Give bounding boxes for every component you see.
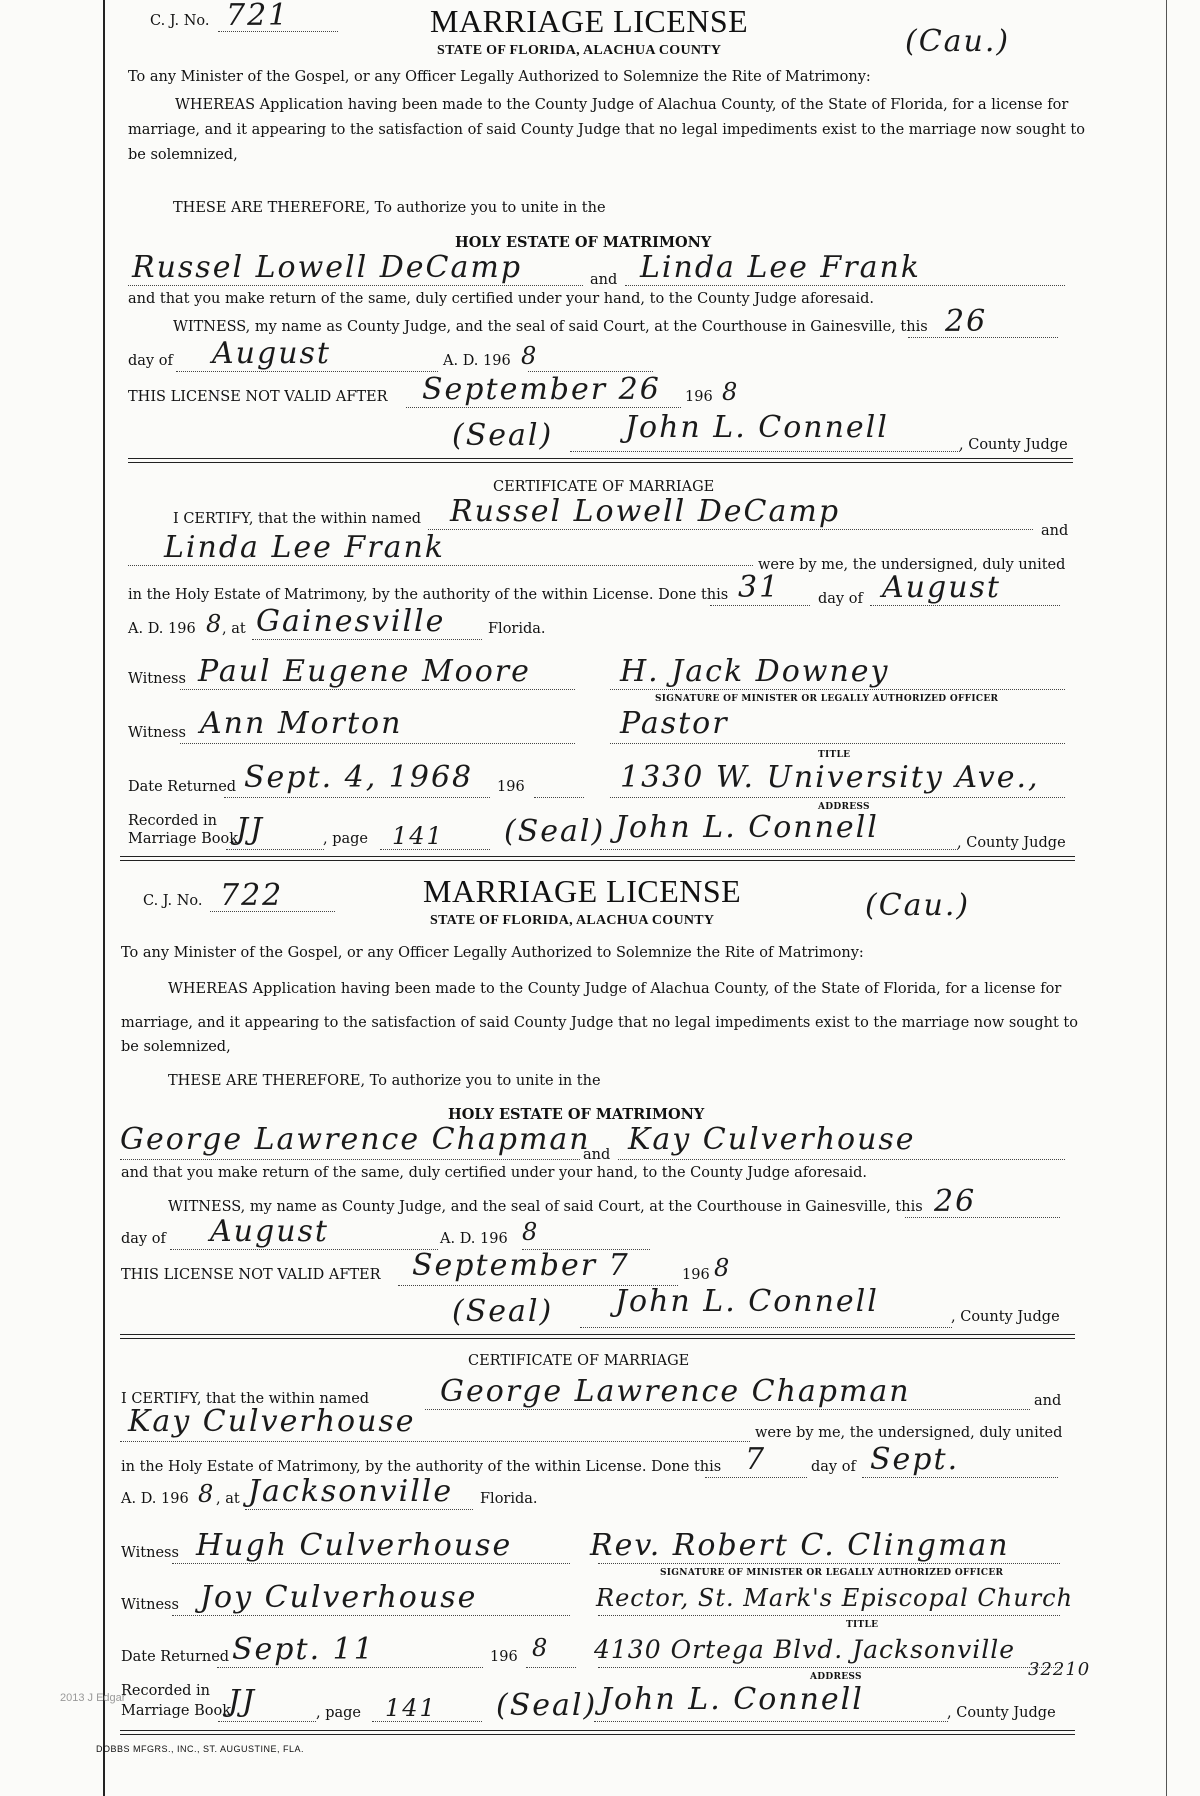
done-month: Sept. (870, 1442, 960, 1477)
to-any-text: To any Minister of the Gospel, or any Officer Legally Authorized to Solemnize the Rite of Matrimony: (128, 69, 871, 85)
groom-name: George Lawrence Chapman (120, 1122, 591, 1157)
in-holy-estate-text: in the Holy Estate of Matrimony, by the authority of the within License. Done this (128, 587, 729, 603)
done-day: 7 (745, 1442, 767, 1477)
page-value: 141 (392, 822, 444, 850)
done-day-of-label: day of (811, 1459, 856, 1475)
minister-address: 4130 Ortega Blvd. Jacksonville (594, 1635, 1016, 1664)
license-month: August (212, 336, 331, 371)
witness-1-label: Witness (121, 1545, 179, 1561)
date-returned-value: Sept. 11 (232, 1632, 375, 1667)
at-label: , at (222, 621, 246, 637)
cert-bride-name: Kay Culverhouse (128, 1404, 416, 1439)
recorded-seal: (Seal) (504, 814, 606, 849)
date-returned-label: Date Returned (121, 1649, 230, 1665)
form-subtitle: STATE OF FLORIDA, ALACHUA COUNTY (437, 43, 722, 58)
title-caption: TITLE (818, 750, 851, 760)
form-subtitle: STATE OF FLORIDA, ALACHUA COUNTY (430, 913, 715, 928)
recorded-judge-signature: John L. Connell (615, 810, 879, 845)
i-certify-text: I CERTIFY, that the within named (121, 1391, 370, 1407)
done-year-digit: 8 (206, 610, 224, 638)
witness-2-name: Ann Morton (200, 706, 403, 741)
whereas-line-2: marriage, and it appearing to the satisfaction of said County Judge that no legal impediments exist to the marriage now sought to (121, 1015, 1078, 1031)
recorded-in-label: Recorded in (121, 1683, 211, 1699)
were-by-me-text: were by me, the undersigned, duly united (758, 557, 1066, 573)
witness-my-name-text: WITNESS, my name as County Judge, and the seal of said Court, at the Courthouse in Gainesville, this (168, 1199, 923, 1215)
not-valid-year-digit: 8 (722, 378, 740, 406)
recorded-county-judge-label: , County Judge (947, 1705, 1056, 1721)
certificate-heading: CERTIFICATE OF MARRIAGE (493, 479, 715, 495)
witness-1-name: Paul Eugene Moore (198, 654, 531, 689)
date-returned-year-label: 196 (490, 1649, 518, 1665)
date-returned-year-label: 196 (497, 779, 525, 795)
left-border-line (103, 0, 105, 1796)
day-of-label: day of (121, 1231, 166, 1247)
and-label: and (583, 1147, 611, 1163)
not-valid-year-label: 196 (682, 1267, 710, 1283)
minister-sig-caption: SIGNATURE OF MINISTER OR LEGALLY AUTHORIZED OFFICER (655, 694, 999, 704)
at-label: , at (216, 1491, 240, 1507)
license-year-digit: 8 (522, 1218, 540, 1246)
form-title: MARRIAGE LICENSE (430, 3, 749, 39)
corner-note: (Cau.) (865, 888, 971, 923)
date-returned-value: Sept. 4, 1968 (244, 760, 474, 795)
in-holy-estate-text: in the Holy Estate of Matrimony, by the authority of the within License. Done this (121, 1459, 722, 1475)
recorded-county-judge-label: , County Judge (957, 835, 1066, 851)
these-are-text: THESE ARE THEREFORE, To authorize you to unite in the (173, 200, 606, 216)
cj-no-value: 721 (226, 0, 290, 33)
cj-no-value: 722 (220, 878, 284, 913)
not-valid-date: September 7 (412, 1248, 630, 1283)
right-border-line (1166, 0, 1167, 1796)
cert-groom-name: Russel Lowell DeCamp (450, 494, 841, 529)
whereas-line-1: WHEREAS Application having been made to the County Judge of Alachua County, of the State of Florida, for a license for (168, 981, 1062, 997)
witness-my-name-text: WITNESS, my name as County Judge, and the seal of said Court, at the Courthouse in Gainesville, this (173, 319, 928, 335)
form-title: MARRIAGE LICENSE (423, 873, 742, 909)
county-judge-label: , County Judge (951, 1309, 1060, 1325)
witness-1-label: Witness (128, 671, 186, 687)
corner-note: (Cau.) (905, 24, 1011, 59)
were-by-me-text: were by me, the undersigned, duly united (755, 1425, 1063, 1441)
ad-label: A. D. 196 (440, 1231, 508, 1247)
marriage-book-value: JJ (236, 812, 265, 847)
address-caption: ADDRESS (818, 802, 870, 812)
address-caption: ADDRESS (810, 1672, 862, 1682)
not-valid-after-label: THIS LICENSE NOT VALID AFTER (121, 1267, 381, 1283)
minister-signature: H. Jack Downey (620, 654, 890, 689)
florida-label: Florida. (488, 621, 546, 637)
whereas-line-3: be solemnized, (121, 1039, 231, 1055)
license-year-digit: 8 (521, 342, 539, 370)
cj-no-label: C. J. No. (143, 893, 203, 909)
minister-title: Rector, St. Mark's Episcopal Church (596, 1584, 1074, 1612)
witness-2-name: Joy Culverhouse (200, 1580, 478, 1615)
cert-bride-name: Linda Lee Frank (164, 530, 445, 565)
certificate-heading: CERTIFICATE OF MARRIAGE (468, 1353, 690, 1369)
make-return-text: and that you make return of the same, duly certified under your hand, to the County Judge aforesaid. (121, 1165, 868, 1181)
not-valid-year-digit: 8 (714, 1254, 732, 1282)
ad-at-label: A. D. 196 (121, 1491, 189, 1507)
whereas-line-3: be solemnized, (128, 147, 238, 163)
ad-label: A. D. 196 (443, 353, 511, 369)
holy-estate-heading: HOLY ESTATE OF MATRIMONY (455, 234, 712, 251)
page-label: , page (316, 1705, 362, 1721)
done-day-of-label: day of (818, 591, 863, 607)
day-of-label: day of (128, 353, 173, 369)
watermark: 2013 J Edgar (60, 1692, 126, 1704)
title-caption: TITLE (846, 1620, 879, 1630)
witness-1-name: Hugh Culverhouse (196, 1528, 513, 1563)
judge-signature: John L. Connell (615, 1284, 879, 1319)
cert-and-label: and (1034, 1393, 1062, 1409)
page-value: 141 (385, 1694, 437, 1722)
florida-label: Florida. (480, 1491, 538, 1507)
judge-seal: (Seal) (452, 1294, 554, 1329)
whereas-line-1: WHEREAS Application having been made to the County Judge of Alachua County, of the State of Florida, for a license for (175, 97, 1069, 113)
date-returned-label: Date Returned (128, 779, 237, 795)
witness-2-label: Witness (128, 725, 186, 741)
marriage-place: Jacksonville (248, 1474, 454, 1509)
these-are-text: THESE ARE THEREFORE, To authorize you to unite in the (168, 1073, 601, 1089)
done-day: 31 (738, 570, 781, 605)
holy-estate-heading: HOLY ESTATE OF MATRIMONY (448, 1106, 705, 1123)
cert-and-label: and (1041, 523, 1069, 539)
address-zip: 32210 (1028, 1659, 1091, 1680)
recorded-judge-signature: John L. Connell (600, 1682, 864, 1717)
recorded-seal: (Seal) (496, 1688, 598, 1723)
not-valid-date: September 26 (422, 372, 661, 407)
minister-title: Pastor (620, 706, 729, 741)
done-year-digit: 8 (198, 1480, 216, 1508)
witness-2-label: Witness (121, 1597, 179, 1613)
bride-name: Linda Lee Frank (640, 250, 921, 285)
bride-name: Kay Culverhouse (628, 1122, 916, 1157)
date-returned-year-digit: 8 (532, 1634, 550, 1662)
marriage-book-label: Marriage Book (128, 831, 239, 847)
county-judge-label: , County Judge (959, 437, 1068, 453)
marriage-book-label: Marriage Book (121, 1703, 232, 1719)
witness-day: 26 (945, 304, 988, 339)
printer-footer: DOBBS MFGRS., INC., ST. AUGUSTINE, FLA. (96, 1744, 305, 1754)
not-valid-year-label: 196 (685, 389, 713, 405)
groom-name: Russel Lowell DeCamp (132, 250, 523, 285)
not-valid-after-label: THIS LICENSE NOT VALID AFTER (128, 389, 388, 405)
minister-sig-caption: SIGNATURE OF MINISTER OR LEGALLY AUTHORIZED OFFICER (660, 1568, 1004, 1578)
and-label: and (590, 272, 618, 288)
done-month: August (882, 570, 1001, 605)
license-month: August (210, 1214, 329, 1249)
make-return-text: and that you make return of the same, duly certified under your hand, to the County Judge aforesaid. (128, 291, 875, 307)
judge-seal: (Seal) (452, 418, 554, 453)
page-label: , page (323, 831, 369, 847)
minister-signature: Rev. Robert C. Clingman (590, 1528, 1010, 1563)
witness-day: 26 (934, 1184, 977, 1219)
i-certify-text: I CERTIFY, that the within named (173, 511, 422, 527)
minister-address: 1330 W. University Ave., (620, 760, 1040, 795)
judge-signature: John L. Connell (625, 410, 889, 445)
ad-at-label: A. D. 196 (128, 621, 196, 637)
marriage-book-value: JJ (228, 1684, 257, 1719)
whereas-line-2: marriage, and it appearing to the satisfaction of said County Judge that no legal impediments exist to the marriage now sought to (128, 122, 1085, 138)
to-any-text: To any Minister of the Gospel, or any Officer Legally Authorized to Solemnize the Rite of Matrimony: (121, 945, 864, 961)
cert-groom-name: George Lawrence Chapman (440, 1374, 911, 1409)
marriage-place: Gainesville (256, 604, 446, 639)
recorded-in-label: Recorded in (128, 813, 218, 829)
cj-no-label: C. J. No. (150, 13, 210, 29)
